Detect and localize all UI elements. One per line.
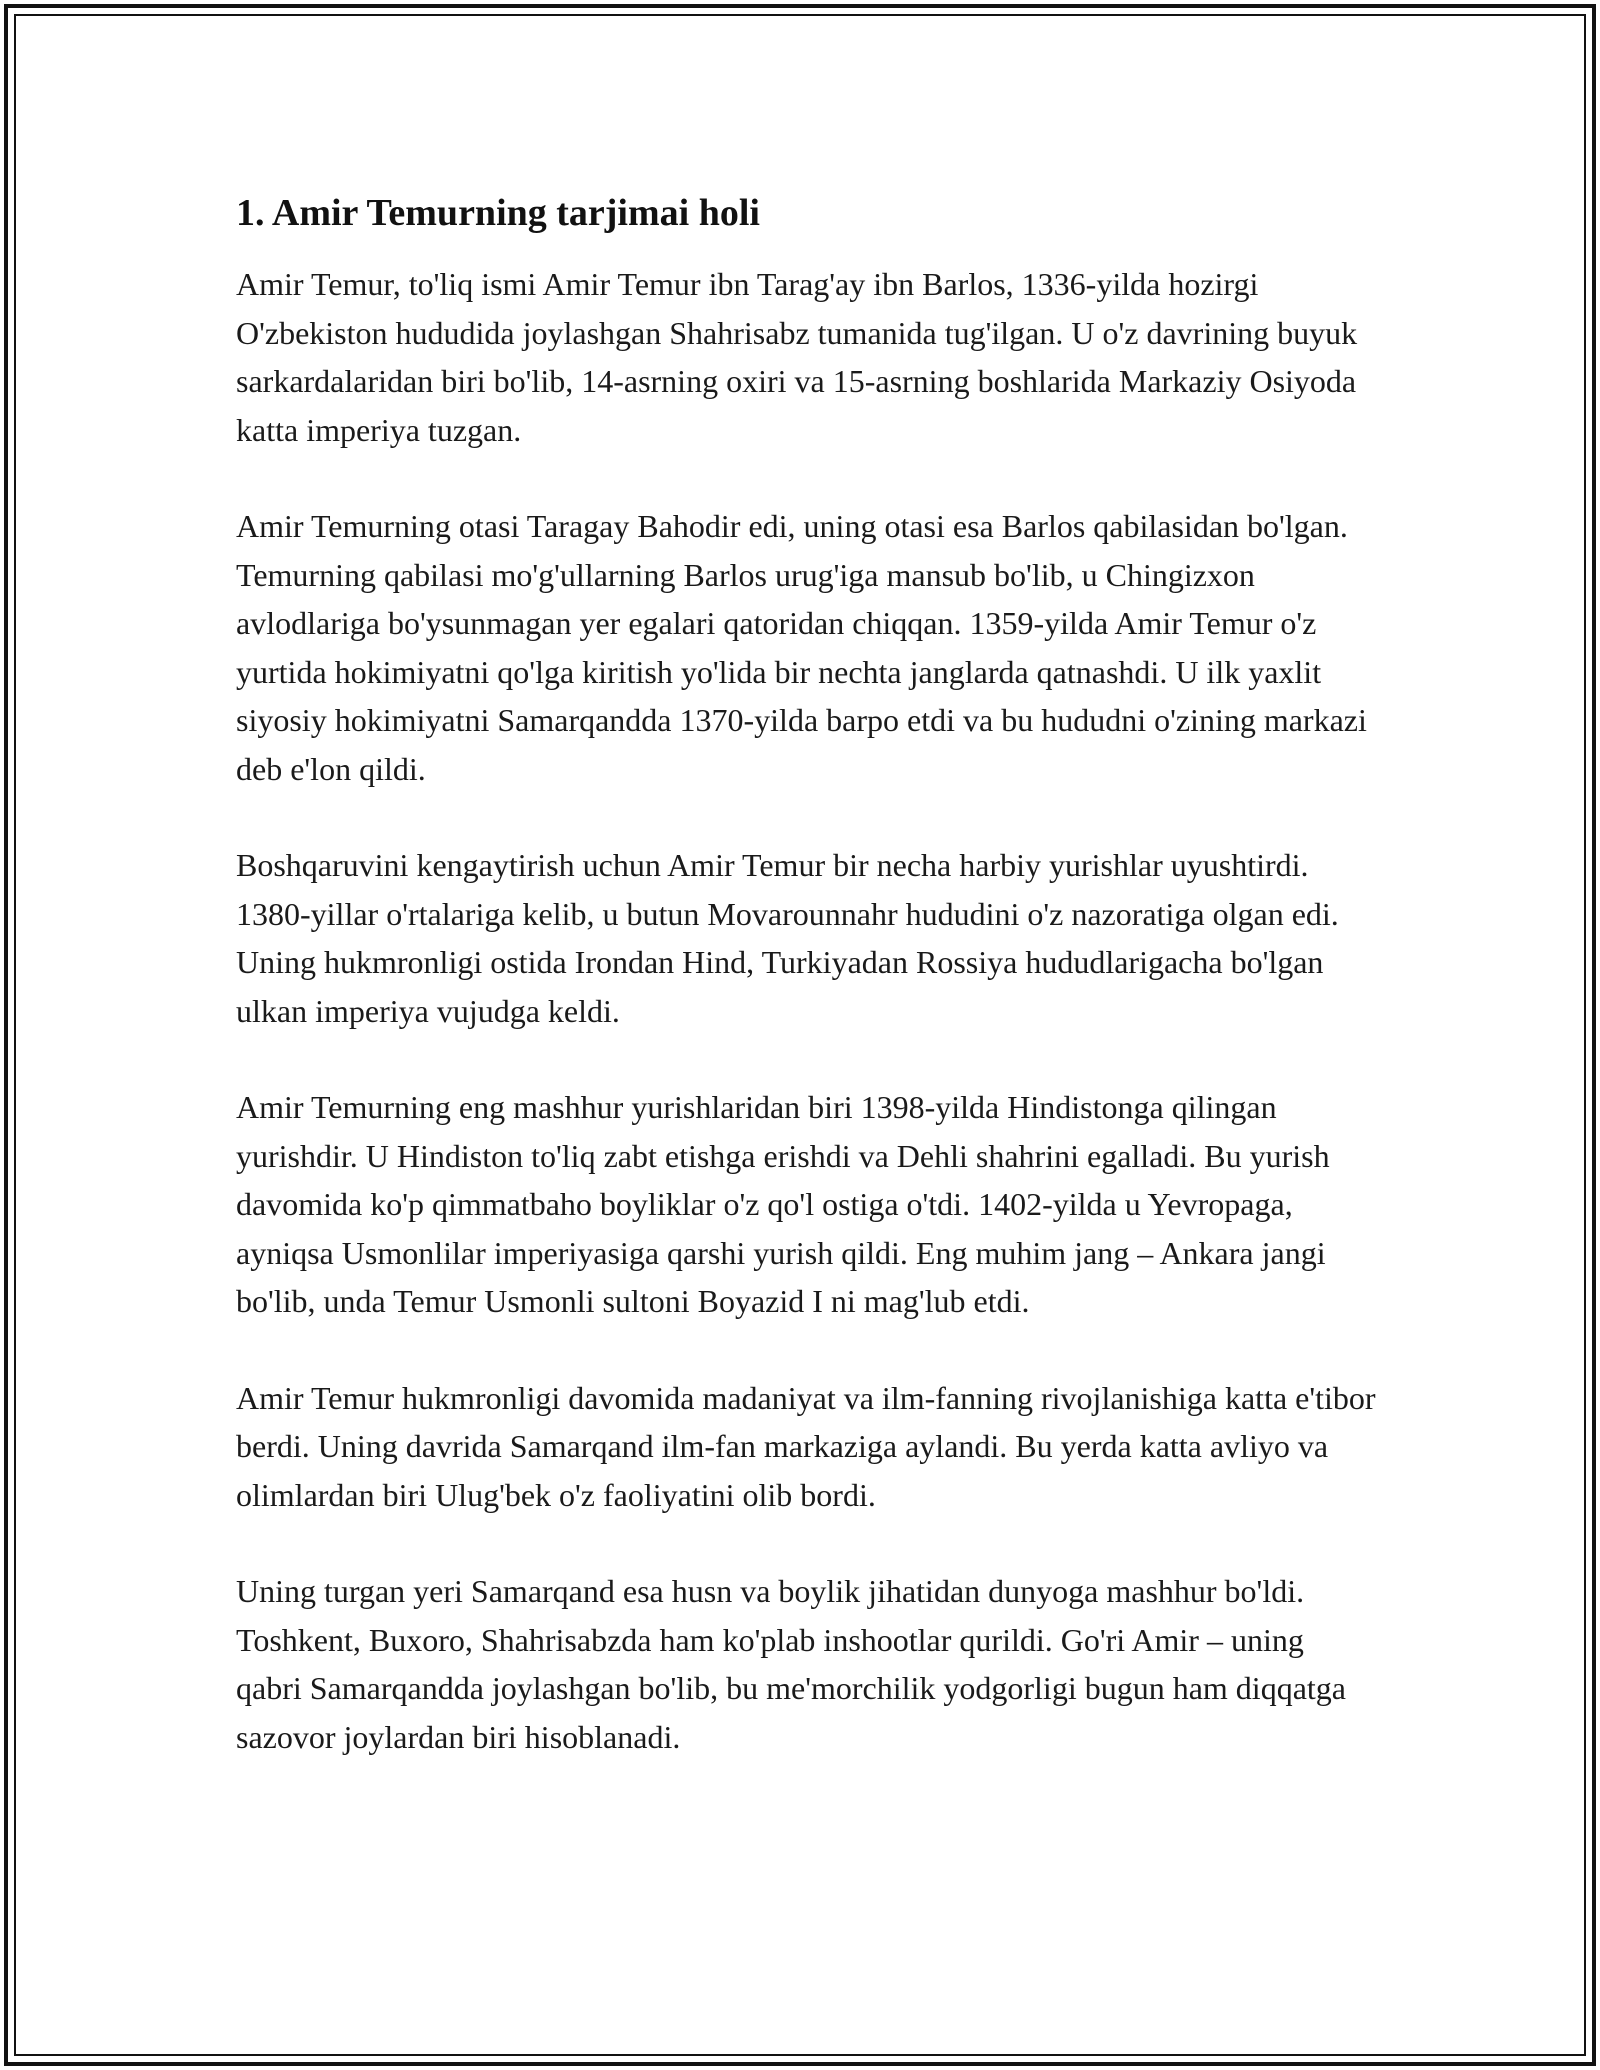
paragraph-biography-intro: Amir Temur, to'liq ismi Amir Temur ibn Tarag'ay ibn Barlos, 1336-yilda hozirgi O'zbekiston hududida joylashgan Shahrisabz tumanida tug'ilgan. U o'z davrining buyuk sarkardalaridan biri bo'lib, 14-asrning oxiri va 15-asrning boshlarida Markaziy Osiyoda katta imperiya tuzgan. xyxy=(236,266,1358,448)
document-body xyxy=(236,186,1376,1809)
section-title: 1. Amir Temurning tarjimai holi xyxy=(236,192,760,234)
paragraph-military-expansion: Boshqaruvini kengaytirish uchun Amir Temur bir necha harbiy yurishlar uyushtirdi. 1380-yillar o'rtalariga kelib, u butun Movarounnahr hududini o'z nazoratiga olgan edi. Uning hukmronligi ostida Irondan Hind, Turkiyadan Rossiya hududlarigacha bo'lgan ulkan imperiya vujudga keldi. xyxy=(236,847,1339,1029)
paragraph-famous-campaigns: Amir Temurning eng mashhur yurishlaridan biri 1398-yilda Hindistonga qilingan yurishdir. U Hindiston to'liq zabt etishga erishdi va Dehli shahrini egalladi. Bu yurish davomida ko'p qimmatbaho boyliklar o'z qo'l ostiga o'tdi. 1402-yilda u Yevropaga, ayniqsa Usmonlilar imperiyasiga qarshi yurish qildi. Eng muhim jang – Ankara jangi bo'lib, unda Temur Usmonli sultoni Boyazid I ni mag'lub etdi. xyxy=(236,1089,1330,1319)
paragraph-architecture-legacy: Uning turgan yeri Samarqand esa husn va boylik jihatidan dunyoga mashhur bo'ldi. Toshkent, Buxoro, Shahrisabzda ham ko'plab inshootlar qurildi. Go'ri Amir – uning qabri Samarqandda joylashgan bo'lib, bu me'morchilik yodgorligi bugun ham diqqatga sazovor joylardan biri hisoblanadi. xyxy=(236,1573,1346,1755)
paragraph-culture-science: Amir Temur hukmronligi davomida madaniyat va ilm-fanning rivojlanishiga katta e'tibor berdi. Uning davrida Samarqand ilm-fan markaziga aylandi. Bu yerda katta avliyo va olimlardan biri Ulug'bek o'z faoliyatini olib bordi. xyxy=(236,1379,1376,1513)
paragraph-family-origin: Amir Temurning otasi Taragay Bahodir edi, uning otasi esa Barlos qabilasidan bo'lgan. Temurning qabilasi mo'g'ullarning Barlos urug'iga mansub bo'lib, u Chingizxon avlodlariga bo'ysunmagan yer egalari qatoridan chiqqan. 1359-yilda Amir Temur o'z yurtida hokimiyatni qo'lga kiritish yo'lida bir nechta janglarda qatnashdi. U ilk yaxlit siyosiy hokimiyatni Samarqandda 1370-yilda barpo etdi va bu hududni o'zining markazi deb e'lon qildi. xyxy=(236,508,1367,787)
